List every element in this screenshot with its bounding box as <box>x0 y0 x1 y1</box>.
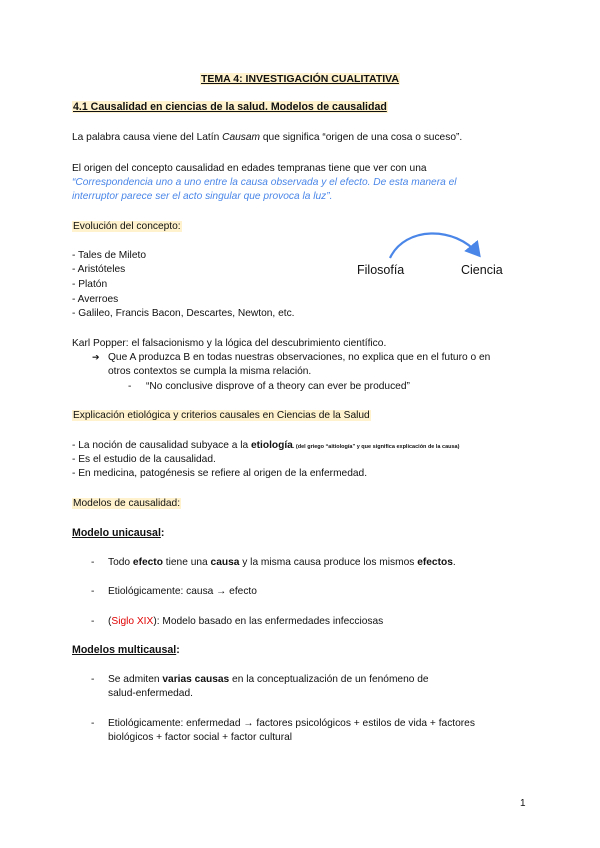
multicausal-heading: Modelos multicausal: <box>72 644 180 656</box>
multicausal-bullet2-line2: biológicos + factor social + factor cultural <box>108 732 293 743</box>
evolucion-item: - Galileo, Francis Bacon, Descartes, Newton, etc. <box>72 308 295 319</box>
multicausal-bullet2-line1: Etiológicamente: enfermedad → factores psicológicos + estilos de vida + factores <box>108 718 475 729</box>
dash-bullet: - <box>91 718 95 729</box>
origin-quote-line2: interruptor parece ser el acto singular que provoca la luz”. <box>72 191 333 202</box>
etiologia-line2: - Es el estudio de la causalidad. <box>72 454 216 465</box>
dash-bullet: - <box>91 616 95 627</box>
etiologia-heading: Explicación etiológica y criterios causales en Ciencias de la Salud <box>73 410 370 421</box>
curved-arrow-icon <box>380 228 490 268</box>
evolucion-item: - Aristóteles <box>72 264 126 275</box>
dash-bullet: - <box>128 381 132 392</box>
unicausal-bullet3: (Siglo XIX): Modelo basado en las enfermedades infecciosas <box>108 616 384 627</box>
popper-bullet-line2: otros contextos se cumpla la misma relación. <box>108 366 312 377</box>
section-title: 4.1 Causalidad en ciencias de la salud. Modelos de causalidad <box>73 101 387 113</box>
evolucion-item: - Averroes <box>72 294 119 305</box>
paragraph-origin: El origen del concepto causalidad en edades tempranas tiene que ver con una <box>72 163 427 174</box>
document-title: TEMA 4: INVESTIGACIÓN CUALITATIVA <box>201 73 399 85</box>
dash-bullet: - <box>91 557 95 568</box>
popper-line: Karl Popper: el falsacionismo y la lógica del descubrimiento científico. <box>72 338 387 349</box>
popper-quote: “No conclusive disprove of a theory can ever be produced” <box>146 381 410 392</box>
diagram-label-to: Ciencia <box>461 263 503 277</box>
unicausal-bullet1: Todo efecto tiene una causa y la misma causa produce los mismos efectos. <box>108 557 456 568</box>
page-number: 1 <box>520 798 526 809</box>
modelos-heading: Modelos de causalidad: <box>73 498 181 509</box>
multicausal-bullet1-line1: Se admiten varias causas en la conceptualización de un fenómeno de <box>108 674 429 685</box>
multicausal-bullet1-line2: salud-enfermedad. <box>108 688 193 699</box>
paragraph-etymology: La palabra causa viene del Latín Causam que significa “origen de una cosa o suceso”. <box>72 132 463 143</box>
popper-bullet-line1: Que A produzca B en todas nuestras observaciones, no explica que en el futuro o en <box>108 352 491 363</box>
evolucion-item: - Platón <box>72 279 108 290</box>
etiologia-line3: - En medicina, patogénesis se refiere al origen de la enfermedad. <box>72 468 368 479</box>
arrow-bullet-icon: ➔ <box>92 352 100 362</box>
evolucion-item: - Tales de Mileto <box>72 250 146 261</box>
etiologia-line1: - La noción de causalidad subyace a la etiología. (del griego “aitiología” y que significa explicación de la causa) <box>72 440 460 451</box>
evolucion-heading: Evolución del concepto: <box>73 221 181 232</box>
diagram-label-from: Filosofía <box>357 263 405 277</box>
dash-bullet: - <box>91 674 95 685</box>
unicausal-bullet2: Etiológicamente: causa → efecto <box>108 586 257 597</box>
unicausal-heading: Modelo unicausal: <box>72 527 165 539</box>
origin-quote-line1: “Correspondencia uno a uno entre la causa observada y el efecto. De esta manera el <box>72 177 457 188</box>
dash-bullet: - <box>91 586 95 597</box>
